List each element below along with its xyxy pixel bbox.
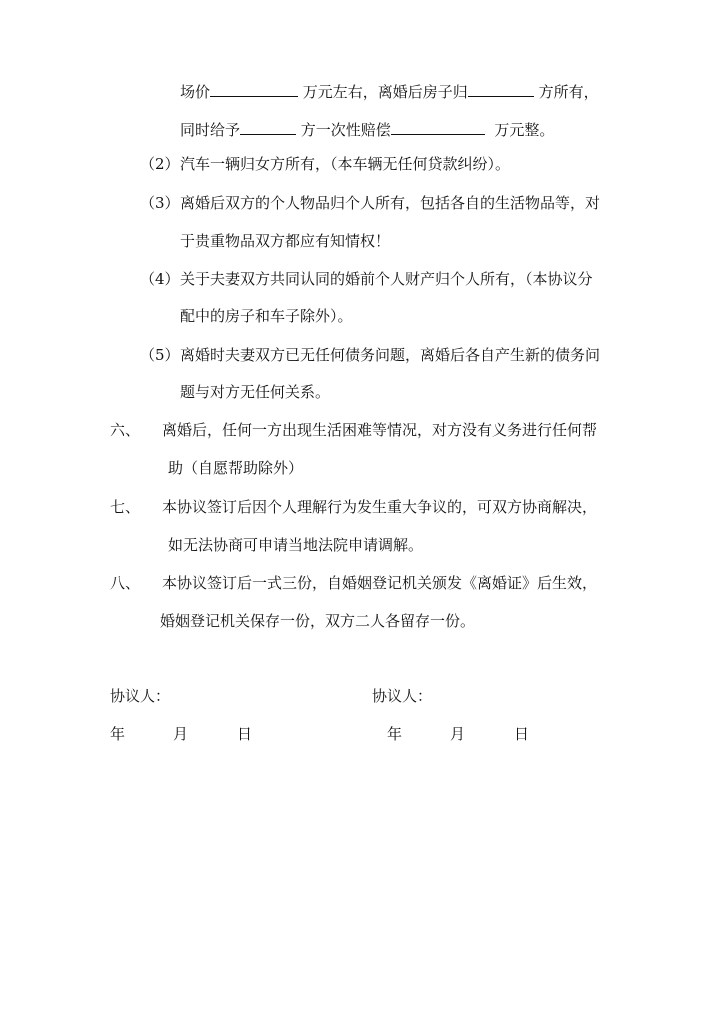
section-text: 婚姻登记机关保存一份，双方二人各留存一份。 — [160, 612, 476, 630]
sub-item-text: 离婚时夫妻双方已无任何债务问题，离婚后各自产生新的债务问 — [180, 346, 601, 364]
sub-item-text: 离婚后双方的个人物品归个人所有，包括各自的生活物品等，对 — [180, 194, 601, 212]
sub-item-text: 于贵重物品双方都应有知情权！ — [180, 232, 391, 250]
clause-line — [180, 118, 554, 138]
sub-item-text: 题与对方无任何关系。 — [180, 383, 331, 401]
text: 方所有， — [538, 83, 599, 101]
sub-item-number: （2） — [140, 155, 180, 173]
sub-item-text: 配中的房子和车子除外）。 — [180, 307, 353, 325]
date-day-left: 日 — [237, 725, 253, 743]
clause-line — [180, 80, 599, 100]
date-year-left: 年 — [110, 725, 126, 743]
fill-blank[interactable] — [391, 118, 485, 135]
section-text: 助（自愿帮助除外） — [168, 459, 304, 477]
text: 万元整。 — [494, 121, 555, 139]
section-text: 离婚后，任何一方出现生活困难等情况，对方没有义务进行任何帮 — [162, 421, 598, 439]
sub-item-number: （3） — [140, 194, 180, 212]
date-month-right: 月 — [450, 725, 466, 743]
signatory-label-left: 协议人： — [110, 687, 171, 705]
section-text: 本协议签订后因个人理解行为发生重大争议的，可双方协商解决， — [162, 498, 598, 516]
text: 同时给予 — [180, 121, 241, 139]
text: 万元左右，离婚后房子归 — [302, 83, 468, 101]
section-text: 本协议签订后一式三份，自婚姻登记机关颁发《离婚证》后生效， — [162, 574, 598, 592]
section-text: 如无法协商可申请当地法院申请调解。 — [168, 536, 424, 554]
date-month-left: 月 — [173, 725, 189, 743]
fill-blank[interactable] — [240, 118, 296, 135]
text: 场价 — [180, 83, 211, 101]
sub-item-number: （4） — [140, 270, 180, 288]
date-year-right: 年 — [387, 725, 403, 743]
fill-blank[interactable] — [210, 80, 298, 97]
sub-item-text: 汽车一辆归女方所有，（本车辆无任何贷款纠纷）。 — [180, 155, 511, 173]
section-number: 八、 — [110, 574, 141, 592]
sub-item-text: 关于夫妻双方共同认同的婚前个人财产归个人所有，（本协议分 — [180, 270, 593, 288]
text: 方一次性赔偿 — [300, 121, 391, 139]
section-number: 七、 — [110, 498, 141, 516]
date-day-right: 日 — [514, 725, 530, 743]
sub-item-number: （5） — [140, 346, 180, 364]
section-number: 六、 — [110, 421, 141, 439]
signatory-label-right: 协议人： — [372, 687, 433, 705]
fill-blank[interactable] — [468, 80, 534, 97]
